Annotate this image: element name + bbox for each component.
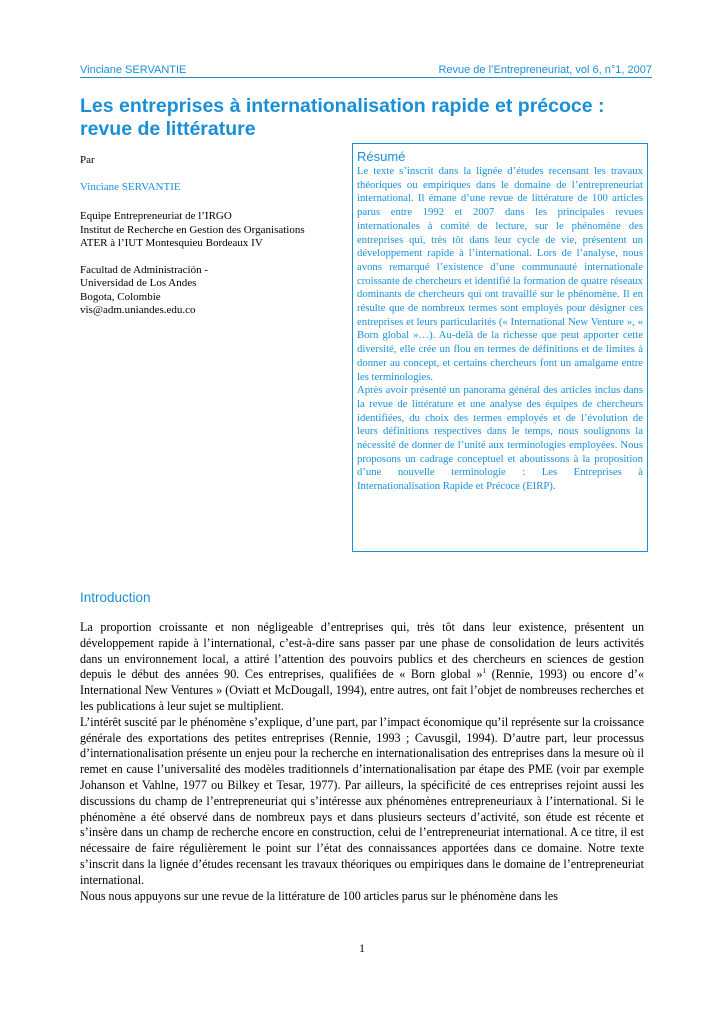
abstract-heading: Résumé [357, 149, 406, 164]
author-affiliation [80, 210, 340, 251]
affiliation-line: Institut de Recherche en Gestion des Organisations [80, 223, 305, 236]
running-header-author: Vinciane SERVANTIE [80, 64, 187, 76]
running-header [80, 64, 652, 78]
address-line: Bogota, Colombie [80, 290, 161, 303]
author-address [80, 264, 340, 318]
abstract-paragraph: Après avoir présenté un panorama général des articles inclus dans la revue de littérature et une analyse des équipes de chercheurs identifiées, du choix des termes employés et de l’évolution de leurs définitions respectives dans le temps, nous soulignons la nécessité de donner de l’unité aux terminologies employées. Nous proposons un cadrage conceptuel et aboutissons à la proposition d’une nouvelle terminologie : Les Entreprises à Internationalisation Rapide et Précoce (EIRP). [357, 384, 643, 493]
page-number: 1 [359, 941, 365, 955]
body-paragraph [80, 620, 644, 715]
affiliation-line: ATER à l’IUT Montesquieu Bordeaux IV [80, 237, 263, 249]
body-paragraph: Nous nous appuyons sur une revue de la littérature de 100 articles parus sur le phénomène dans les [80, 888, 558, 903]
footnote-marker: 1 [482, 667, 487, 676]
article-title [80, 95, 660, 141]
running-header-journal: Revue de l’Entrepreneuriat, vol 6, n°1, 2007 [438, 64, 652, 76]
address-line: Universidad de Los Andes [80, 277, 197, 289]
author-email: vis@adm.uniandes.edu.co [80, 304, 196, 316]
address-line: Facultad de Administración - [80, 263, 208, 276]
body-paragraph: L’intérêt suscité par le phénomène s’explique, d’une part, par l’impact économique qu’il représente sur la croissance générale des exportations des petites entreprises (Rennie, 1993 ; Cavusgil, 1994). D’autre part, leur processus d’internationalisation présente un enjeu pour la recherche en internationalisation des entreprises dans la mesure où il remet en cause l’universalité des modèles traditionnels d’internationalisation par étape des PME (voir par exemple Johanson et Vahlne, 1977 ou Bilkey et Tesar, 1977). Par ailleurs, la spécificité de ces entreprises rejoint aussi les discussions du champ de l’entrepreneuriat qui s’intéresse aux phénomènes entrepreneuriaux à l’international. Si le phénomène a été observé dans de nombreux pays et dans plusieurs secteurs d’activité, son étude est récente et s’insère dans un champ de recherche encore en construction, celui de l’entrepreneuriat international. A ce titre, il est nécessaire de faire régulièrement le point sur l’état des connaissances apportées dans ce domaine. Notre texte s’inscrit dans la lignée d’études recensant les travaux théoriques ou empiriques dans le domaine de l’entrepreneuriat international. [80, 714, 644, 887]
introduction-heading: Introduction [80, 590, 151, 605]
author-block [80, 154, 340, 318]
by-label: Par [80, 154, 95, 166]
body-text-segment: La proportion croissante et non négligeable d’entreprises qui, très tôt dans leur existence, présentent un développement rapide à l’international, c’est-à-dire sans passer par une phase de consolidation de leurs activités dans un environnement local, a attiré l’attention des pouvoirs publics et des chercheurs en sciences de gestion depuis le début des années 90. Ces entreprises, qualifiées de « Born global » [80, 620, 644, 682]
article-title-line-2: revue de littérature [80, 118, 256, 140]
affiliation-line: Equipe Entrepreneuriat de l’IRGO [80, 210, 232, 222]
article-title-line-1: Les entreprises à internationalisation rapide et précoce : [80, 95, 605, 117]
introduction-body [80, 620, 644, 904]
author-name: Vinciane SERVANTIE [80, 180, 181, 193]
abstract-box [352, 143, 648, 552]
body-text-segment: (Rennie, 1993) ou encore d’« International New Ventures » (Oviatt et McDougall, 1994), entre autres, ont fait l’objet de nombreuses recherches et les publications à leur sujet se multiplient. [80, 667, 645, 713]
abstract-paragraph: Le texte s’inscrit dans la lignée d’études recensant les travaux théoriques ou empiriques dans le domaine de l’entrepreneuriat international. Il émane d’une revue de littérature de 100 articles parus entre 1992 et 2007 dans les principales revues internationales à comité de lecture, sur le phénomène des entreprises qui, très tôt dans leur cycle de vie, présentent un développement rapide à l’international. Lors de l’analyse, nous avons remarqué l’existence d’une communauté internationale croissante de chercheurs et identifié la formation de quatre réseaux dominants de chercheurs qui ont travaillé sur le phénomène. Il en résulte que de nombreux termes sont employés pour désigner ces entreprises et leurs particularités (« International New Venture », « Born global »…). Au-delà de la richesse que peut apporter cette diversité, elle crée un flou en termes de définitions et de limites à donner au concept, et certains chercheurs font un amalgame entre les terminologies. [357, 165, 643, 383]
